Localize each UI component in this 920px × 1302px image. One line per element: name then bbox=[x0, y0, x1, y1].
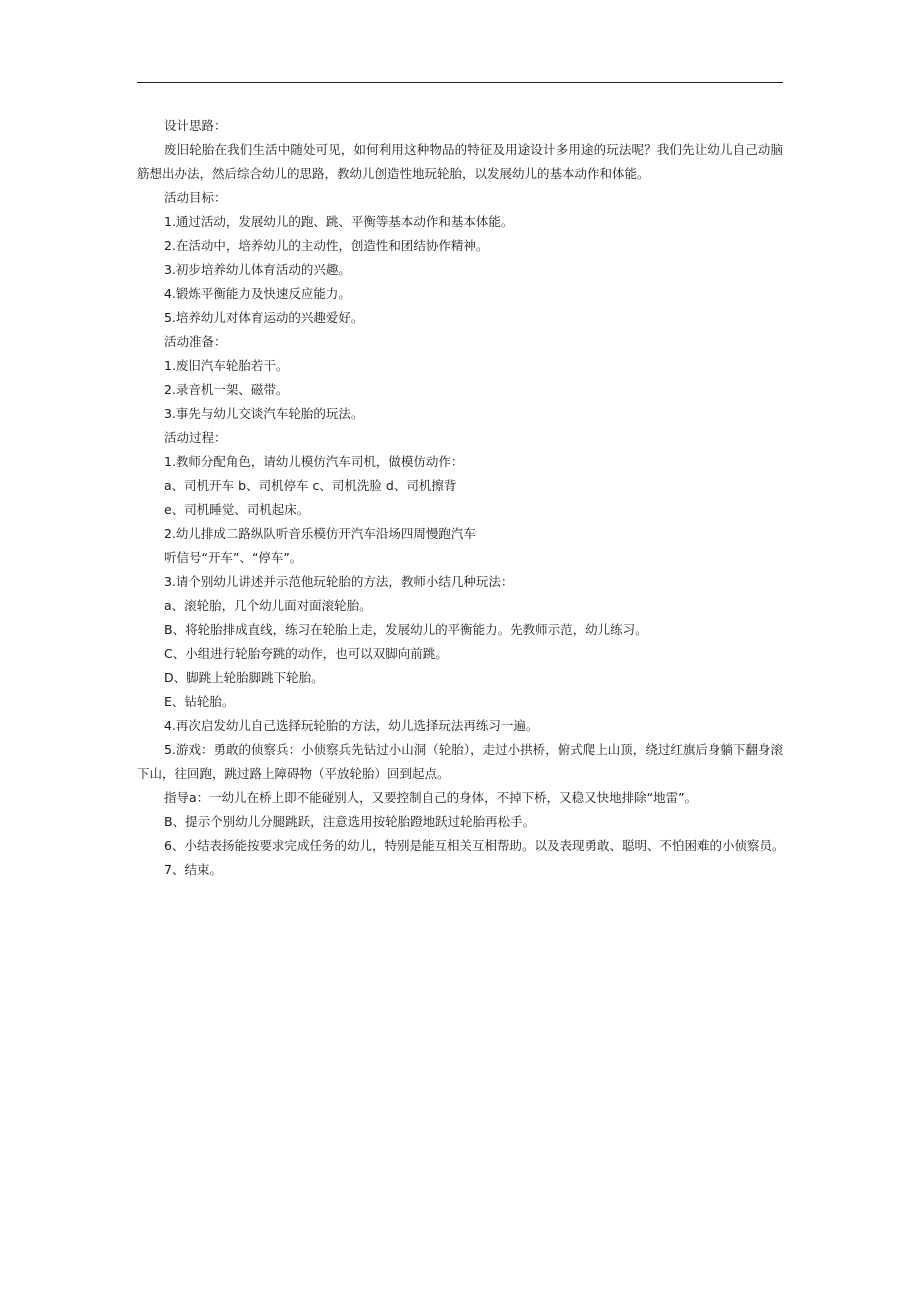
paragraph-line: 活动目标： bbox=[164, 190, 227, 205]
paragraph-line: a、司机开车 b、司机停车 c、司机洗脸 d、司机擦背 bbox=[164, 478, 457, 493]
paragraph-line: 活动准备： bbox=[164, 334, 227, 349]
paragraph-line: 7、结束。 bbox=[164, 862, 222, 877]
paragraph-line: B、将轮胎排成直线，练习在轮胎上走，发展幼儿的平衡能力。先教师示范，幼儿练习。 bbox=[164, 622, 648, 637]
paragraph-line: 3.请个别幼儿讲述并示范他玩轮胎的方法，教师小结几种玩法： bbox=[164, 574, 514, 589]
paragraph-line: 设计思路： bbox=[164, 118, 227, 133]
paragraph-line: 1.通过活动，发展幼儿的跑、跳、平衡等基本动作和基本体能。 bbox=[164, 214, 514, 229]
paragraph-line: 2.幼儿排成二路纵队听音乐模仿开汽车沿场四周慢跑汽车 bbox=[164, 526, 476, 541]
paragraph-line: 3.初步培养幼儿体育活动的兴趣。 bbox=[164, 262, 351, 277]
document-body bbox=[137, 114, 783, 882]
paragraph-line: 2.在活动中，培养幼儿的主动性，创造性和团结协作精神。 bbox=[164, 238, 489, 253]
paragraph-line: 废旧轮胎在我们生活中随处可见，如何利用这种物品的特征及用途设计多用途的玩法呢？我们先让幼儿自己动脑筋想出办法，然后综合幼儿的思路，教幼儿创造性地玩轮胎，以发展幼儿的基本动作和体能。 bbox=[137, 142, 783, 181]
paragraph-line: 5.培养幼儿对体育运动的兴趣爱好。 bbox=[164, 310, 364, 325]
paragraph-line: 5.游戏：勇敢的侦察兵：小侦察兵先钻过小山洞（轮胎），走过小拱桥，俯式爬上山顶，绕过红旗后身躺下翻身滚下山，往回跑，跳过路上障碍物（平放轮胎）回到起点。 bbox=[137, 742, 783, 781]
paragraph-line: 1.教师分配角色，请幼儿模仿汽车司机，做模仿动作： bbox=[164, 454, 464, 469]
paragraph-line: e、司机睡觉、司机起床。 bbox=[164, 502, 310, 517]
paragraph-line: 2.录音机一架、磁带。 bbox=[164, 382, 289, 397]
paragraph-line: B、提示个别幼儿分腿跳跃，注意选用按轮胎蹬地跃过轮胎再松手。 bbox=[164, 814, 536, 829]
paragraph-line: D、脚跳上轮胎脚跳下轮胎。 bbox=[164, 670, 324, 685]
paragraph-line: 4.锻炼平衡能力及快速反应能力。 bbox=[164, 286, 351, 301]
paragraph-line: 4.再次启发幼儿自己选择玩轮胎的方法，幼儿选择玩法再练习一遍。 bbox=[164, 718, 539, 733]
paragraph-line: E、钻轮胎。 bbox=[164, 694, 235, 709]
paragraph-line: 1.废旧汽车轮胎若干。 bbox=[164, 358, 289, 373]
paragraph-line: a、滚轮胎，几个幼儿面对面滚轮胎。 bbox=[164, 598, 372, 613]
paragraph-line: C、小组进行轮胎夸跳的动作，也可以双脚向前跳。 bbox=[164, 646, 448, 661]
header-rule bbox=[137, 82, 783, 83]
paragraph-line: 指导a：一幼儿在桥上即不能碰别人，又要控制自己的身体，不掉下桥，又稳又快地排除“地雷”。 bbox=[164, 790, 698, 805]
paragraph-line: 听信号“开车”、“停车”。 bbox=[164, 550, 303, 565]
paragraph-line: 6、小结表扬能按要求完成任务的幼儿，特别是能互相关互相帮助。以及表现勇敢、聪明、不怕困难的小侦察员。 bbox=[164, 838, 785, 853]
paragraph-line: 活动过程： bbox=[164, 430, 227, 445]
paragraph-line: 3.事先与幼儿交谈汽车轮胎的玩法。 bbox=[164, 406, 364, 421]
